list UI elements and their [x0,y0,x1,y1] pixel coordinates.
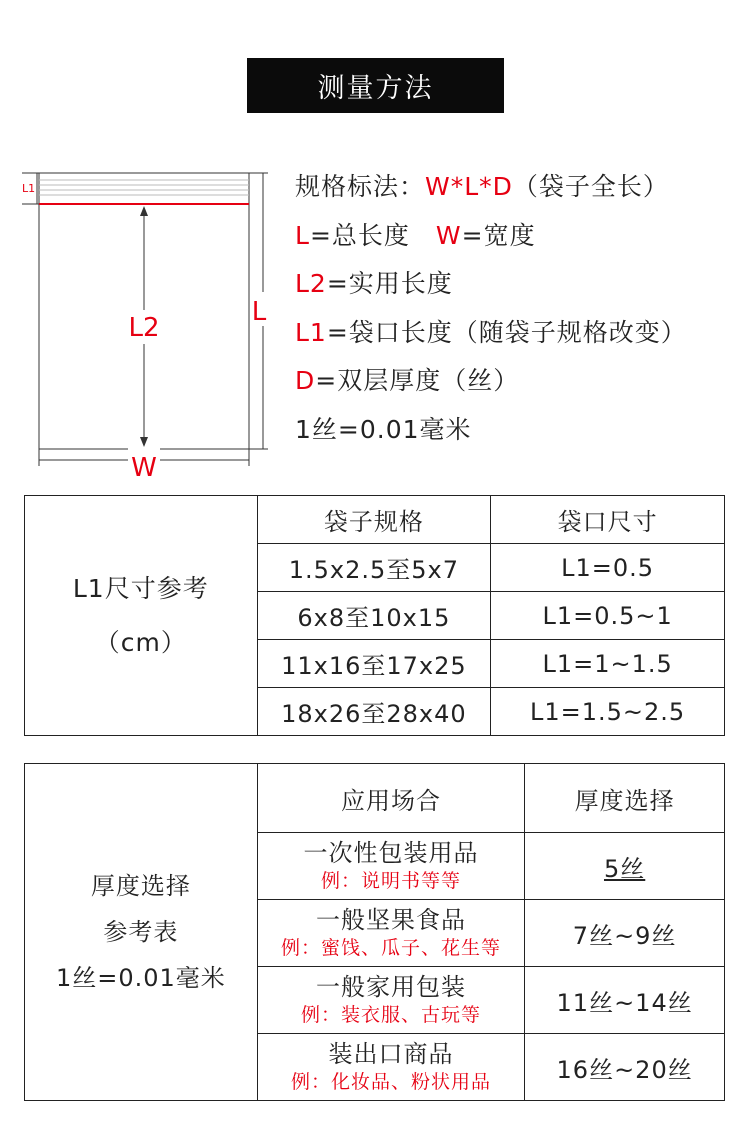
bag-size-cell: 18x26至28x40 [257,688,491,736]
label-l1: L1 [22,182,36,195]
bag-size-cell: 1.5x2.5至5x7 [257,544,491,592]
column-header-bag-size: 袋子规格 [257,496,491,544]
table-row [25,496,725,544]
l1-reference-table [24,495,725,736]
application-cell: 装出口商品 例：化妆品、粉状用品 [257,1034,525,1101]
spec-legend [295,163,745,454]
spec-length-width: L=总长度 W=宽度 [295,220,536,250]
l2-arrow-head-bottom [140,437,148,447]
spec-unit-note: 1丝=0.01毫米 [295,414,472,444]
label-l2: L2 [128,313,160,343]
opening-size-cell: L1=1~1.5 [491,640,725,688]
l2-arrow-head-top [140,206,148,216]
thickness-cell: 11丝~14丝 [525,967,725,1034]
thickness-cell: 7丝~9丝 [525,900,725,967]
application-cell: 一般坚果食品 例：蜜饯、瓜子、花生等 [257,900,525,967]
spec-l1: L1=袋口长度（随袋子规格改变） [295,317,687,347]
column-header-opening-size: 袋口尺寸 [491,496,725,544]
section-title [247,58,504,113]
thickness-cell: 16丝~20丝 [525,1034,725,1101]
thickness-cell: 5丝 [525,833,725,900]
spec-l2: L2=实用长度 [295,269,453,298]
l1-table-caption: L1尺寸参考 （cm） [25,496,258,736]
thickness-reference-table [24,763,725,1101]
column-header-application: 应用场合 [257,764,525,833]
thickness-table-caption: 厚度选择 参考表 1丝=0.01毫米 [25,764,258,1101]
application-cell: 一次性包装用品 例：说明书等等 [257,833,525,900]
bag-size-cell: 11x16至17x25 [257,640,491,688]
spec-d: D=双层厚度（丝） [295,366,520,395]
table-row [25,764,725,833]
label-l: L [251,297,267,327]
opening-size-cell: L1=0.5 [491,544,725,592]
spec-notation: 规格标法：W*L*D（袋子全长） [295,172,669,201]
opening-size-cell: L1=1.5~2.5 [491,688,725,736]
bag-diagram [0,160,290,490]
opening-size-cell: L1=0.5~1 [491,592,725,640]
column-header-thickness: 厚度选择 [525,764,725,833]
section-title-text: 测量方法 [317,73,434,104]
label-w: W [131,453,157,483]
bag-size-cell: 6x8至10x15 [257,592,491,640]
application-cell: 一般家用包装 例：装衣服、古玩等 [257,967,525,1034]
